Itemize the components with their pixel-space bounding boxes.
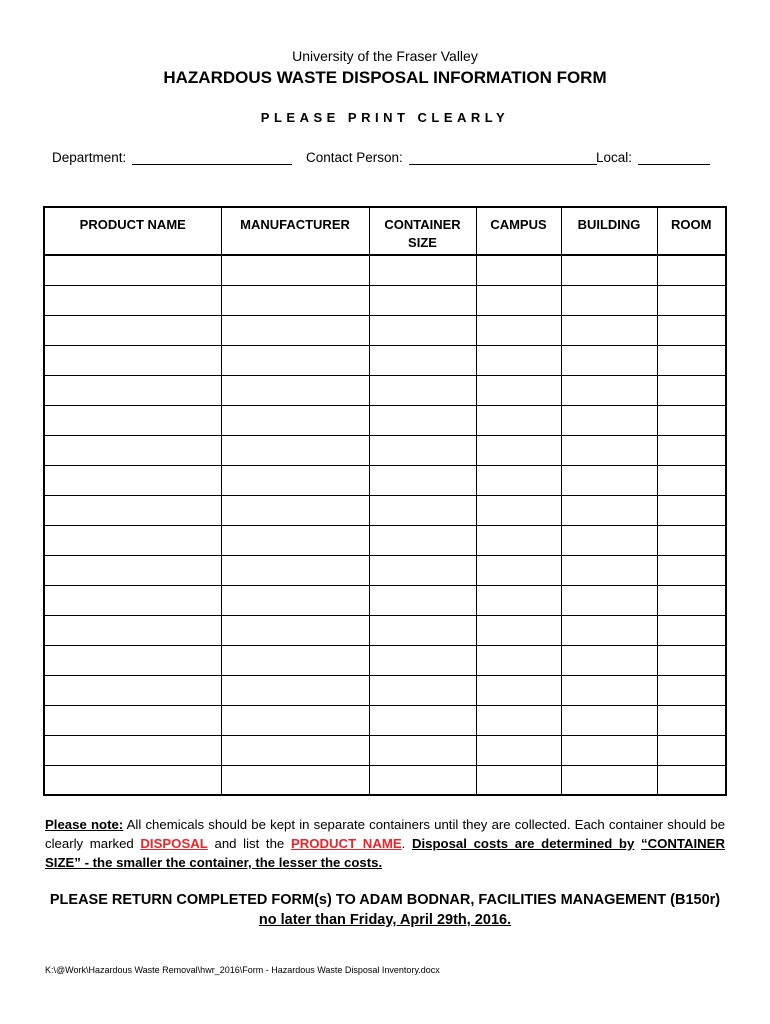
table-cell[interactable] (369, 285, 476, 315)
table-row (44, 345, 726, 375)
table-cell[interactable] (476, 585, 561, 615)
table-cell[interactable] (561, 675, 657, 705)
print-clearly-instruction: PLEASE PRINT CLEARLY (260, 110, 510, 125)
table-cell[interactable] (476, 615, 561, 645)
form-title: HAZARDOUS WASTE DISPOSAL INFORMATION FORM (163, 68, 607, 87)
table-cell[interactable] (221, 375, 369, 405)
table-cell[interactable] (221, 495, 369, 525)
table-cell[interactable] (657, 705, 726, 735)
table-row (44, 405, 726, 435)
table-cell[interactable] (657, 555, 726, 585)
table-row (44, 465, 726, 495)
table-cell[interactable] (561, 495, 657, 525)
table-row (44, 435, 726, 465)
column-header-campus: CAMPUS (476, 207, 561, 255)
contact-person-line[interactable] (409, 150, 597, 165)
table-cell[interactable] (561, 735, 657, 765)
column-header-product-name: PRODUCT NAME (44, 207, 221, 255)
table-cell[interactable] (561, 315, 657, 345)
contact-person-label: Contact Person: (306, 150, 403, 165)
table-cell[interactable] (221, 465, 369, 495)
table-cell[interactable] (561, 765, 657, 795)
table-row (44, 615, 726, 645)
table-cell[interactable] (221, 735, 369, 765)
table-cell[interactable] (657, 465, 726, 495)
note-costs: Disposal costs are determined by (411, 836, 635, 851)
table-cell[interactable] (657, 765, 726, 795)
table-cell[interactable] (476, 495, 561, 525)
note-lead: Please note: (45, 817, 124, 832)
column-header-manufacturer: MANUFACTURER (221, 207, 369, 255)
table-cell[interactable] (561, 645, 657, 675)
table-cell[interactable] (561, 555, 657, 585)
table-cell[interactable] (221, 615, 369, 645)
table-row (44, 645, 726, 675)
table-cell[interactable] (561, 435, 657, 465)
table-cell[interactable] (657, 405, 726, 435)
table-cell[interactable] (369, 555, 476, 585)
table-cell[interactable] (369, 465, 476, 495)
table-cell[interactable] (221, 675, 369, 705)
table-cell[interactable] (476, 465, 561, 495)
table-row (44, 765, 726, 795)
table-cell[interactable] (221, 405, 369, 435)
local-line[interactable] (638, 150, 710, 165)
table-row (44, 735, 726, 765)
table-cell[interactable] (369, 645, 476, 675)
note-container-size: “CONTAINER SIZE” - the smaller the container, the lesser the costs. (45, 836, 725, 870)
table-cell[interactable] (476, 315, 561, 345)
table-row (44, 285, 726, 315)
table-cell[interactable] (476, 435, 561, 465)
contact-fields (52, 150, 724, 170)
table-cell[interactable] (221, 285, 369, 315)
local-label: Local: (596, 150, 633, 165)
table-cell[interactable] (476, 705, 561, 735)
table-cell[interactable] (44, 465, 221, 495)
table-cell[interactable] (476, 525, 561, 555)
table-cell[interactable] (561, 255, 657, 285)
file-path-footer: K:\@Work\Hazardous Waste Removal\hwr_2016\Form - Hazardous Waste Disposal Inventory.docx (45, 965, 440, 975)
table-cell[interactable] (657, 285, 726, 315)
table-cell[interactable] (476, 345, 561, 375)
table-cell[interactable] (369, 705, 476, 735)
table-row (44, 495, 726, 525)
table-cell[interactable] (221, 555, 369, 585)
table-cell[interactable] (657, 255, 726, 285)
please-note-paragraph (45, 815, 725, 872)
table-cell[interactable] (369, 405, 476, 435)
table-cell[interactable] (476, 645, 561, 675)
table-cell[interactable] (44, 525, 221, 555)
table-cell[interactable] (657, 525, 726, 555)
organization-name: University of the Fraser Valley (292, 48, 478, 64)
table-cell[interactable] (44, 735, 221, 765)
table-cell[interactable] (221, 255, 369, 285)
table-cell[interactable] (369, 735, 476, 765)
table-cell[interactable] (561, 345, 657, 375)
table-cell[interactable] (221, 705, 369, 735)
table-cell[interactable] (657, 315, 726, 345)
table-cell[interactable] (369, 495, 476, 525)
table-cell[interactable] (369, 255, 476, 285)
table-cell[interactable] (369, 435, 476, 465)
table-cell[interactable] (44, 375, 221, 405)
table-cell[interactable] (476, 555, 561, 585)
table-cell[interactable] (44, 705, 221, 735)
note-text-2: and list the (207, 836, 291, 851)
note-text-1: All chemicals should be kept in separate containers until they are collected. Each container should be clearly marked (45, 817, 725, 851)
table-row (44, 675, 726, 705)
table-row (44, 705, 726, 735)
table-cell[interactable] (657, 675, 726, 705)
table-cell[interactable] (561, 525, 657, 555)
table-row (44, 585, 726, 615)
note-disposal: DISPOSAL (140, 836, 208, 851)
column-header-building: BUILDING (561, 207, 657, 255)
table-cell[interactable] (369, 765, 476, 795)
table-cell[interactable] (221, 315, 369, 345)
table-cell[interactable] (657, 345, 726, 375)
note-product-name: PRODUCT NAME (290, 836, 402, 851)
table-cell[interactable] (221, 345, 369, 375)
return-deadline: no later than Friday, April 29th, 2016. (258, 912, 512, 928)
table-cell[interactable] (369, 585, 476, 615)
column-header-room: ROOM (657, 207, 726, 255)
table-row (44, 255, 726, 285)
table-cell[interactable] (369, 615, 476, 645)
table-cell[interactable] (44, 585, 221, 615)
table-cell[interactable] (476, 375, 561, 405)
return-instruction: PLEASE RETURN COMPLETED FORM(s) TO ADAM BODNAR, FACILITIES MANAGEMENT (B150r) (49, 892, 721, 908)
table-cell[interactable] (476, 405, 561, 435)
table-cell[interactable] (657, 495, 726, 525)
table-cell[interactable] (44, 435, 221, 465)
department-line[interactable] (132, 150, 292, 165)
table-header-row (44, 207, 726, 255)
table-cell[interactable] (369, 375, 476, 405)
table-cell[interactable] (369, 345, 476, 375)
table-cell[interactable] (561, 285, 657, 315)
table-cell[interactable] (657, 735, 726, 765)
table-cell[interactable] (657, 585, 726, 615)
table-cell[interactable] (561, 405, 657, 435)
table-cell[interactable] (221, 435, 369, 465)
table-row (44, 375, 726, 405)
table-cell[interactable] (44, 255, 221, 285)
table-cell[interactable] (221, 525, 369, 555)
table-cell[interactable] (561, 615, 657, 645)
table-cell[interactable] (476, 285, 561, 315)
table-cell[interactable] (44, 645, 221, 675)
table-cell[interactable] (476, 675, 561, 705)
column-header-container-size: CONTAINER SIZE (369, 207, 476, 255)
table-body (44, 255, 726, 795)
table-cell[interactable] (476, 765, 561, 795)
table-cell[interactable] (221, 585, 369, 615)
table-row (44, 315, 726, 345)
table-cell[interactable] (44, 315, 221, 345)
contact-person-field[interactable] (306, 150, 597, 165)
table-cell[interactable] (369, 315, 476, 345)
note-text-4 (634, 836, 641, 851)
table-cell[interactable] (369, 525, 476, 555)
table-cell[interactable] (561, 585, 657, 615)
table-cell[interactable] (369, 675, 476, 705)
table-cell[interactable] (44, 615, 221, 645)
table-cell[interactable] (657, 645, 726, 675)
table-cell[interactable] (561, 465, 657, 495)
table-cell[interactable] (476, 735, 561, 765)
table-cell[interactable] (476, 255, 561, 285)
table-cell[interactable] (44, 285, 221, 315)
table-row (44, 555, 726, 585)
table-cell[interactable] (221, 765, 369, 795)
table-cell[interactable] (657, 615, 726, 645)
table-cell[interactable] (44, 345, 221, 375)
table-cell[interactable] (657, 435, 726, 465)
inventory-table (43, 206, 727, 796)
note-text-3: . (401, 836, 412, 851)
table-cell[interactable] (561, 375, 657, 405)
table-cell[interactable] (44, 555, 221, 585)
table-cell[interactable] (657, 375, 726, 405)
local-field[interactable] (596, 150, 710, 165)
department-field[interactable] (52, 150, 292, 165)
table-row (44, 525, 726, 555)
department-label: Department: (52, 150, 127, 165)
table-cell[interactable] (44, 495, 221, 525)
table-cell[interactable] (561, 705, 657, 735)
table-cell[interactable] (44, 765, 221, 795)
table-cell[interactable] (221, 645, 369, 675)
table-cell[interactable] (44, 405, 221, 435)
table-cell[interactable] (44, 675, 221, 705)
